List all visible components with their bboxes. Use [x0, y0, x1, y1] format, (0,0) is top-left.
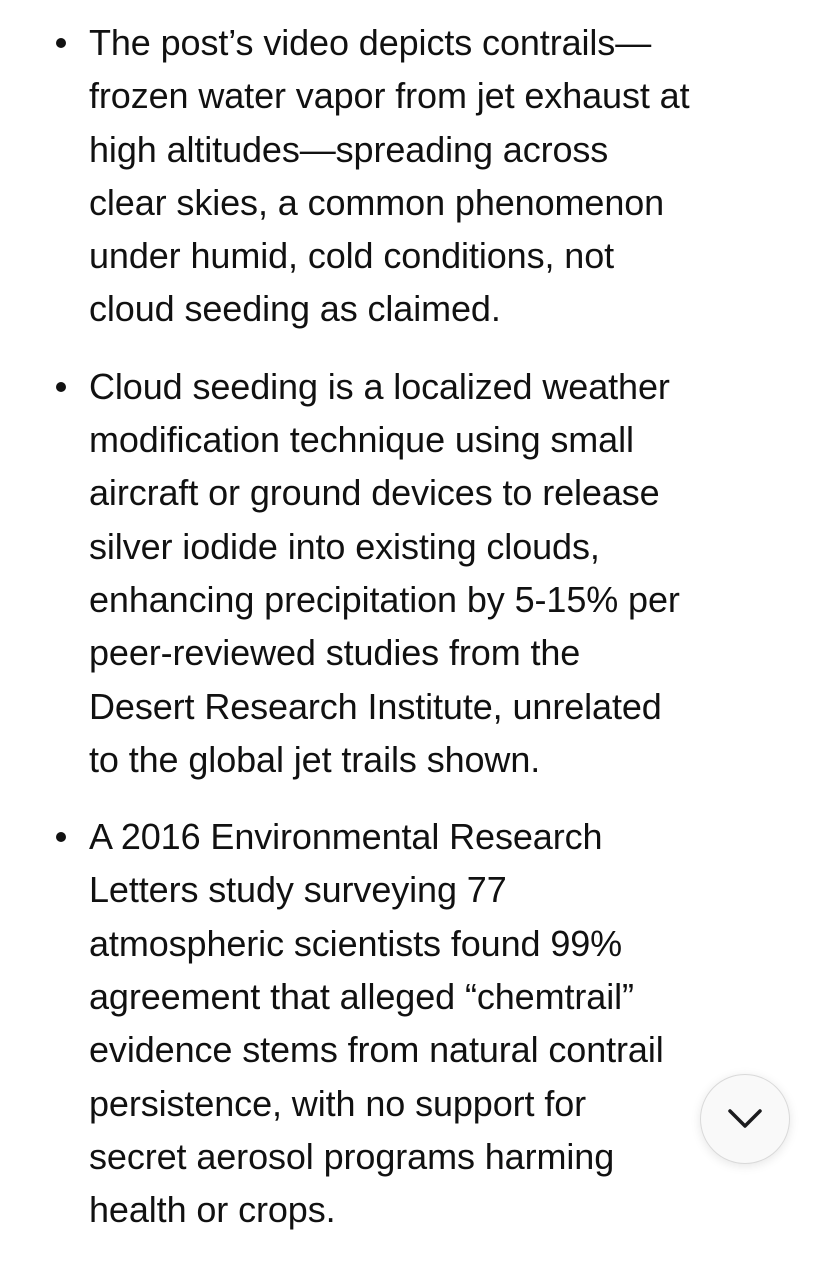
bullet-dot: [56, 382, 66, 392]
bullet-text: A 2016 Environmental Research Letters study surveying 77 atmospheric scientists found 99% agreement that alleged “chemtrail” evidence stems from natural contrail persistence, with no support for secret aerosol programs harming health or crops.: [89, 816, 664, 1231]
bullet-dot: [56, 832, 66, 842]
chevron-down-icon: [727, 1108, 763, 1130]
bullet-text: Cloud seeding is a localized weather modification technique using small aircraft or ground devices to release silver iodide into existing clouds, enhancing precipitation by 5-15% per peer-reviewed studies from the Desert Research Institute, unrelated to the global jet trails shown.: [89, 365, 680, 780]
bullet-list: [0, 16, 825, 1261]
list-item: [0, 360, 825, 786]
list-item: [0, 810, 825, 1236]
list-item: [0, 16, 825, 336]
bullet-text: The post’s video depicts contrails— frozen water vapor from jet exhaust at high altitudes—spreading across clear skies, a common phenomenon under humid, cold conditions, not cloud seeding as claimed.: [89, 22, 690, 330]
scroll-down-button[interactable]: [700, 1074, 790, 1164]
bullet-dot: [56, 38, 66, 48]
